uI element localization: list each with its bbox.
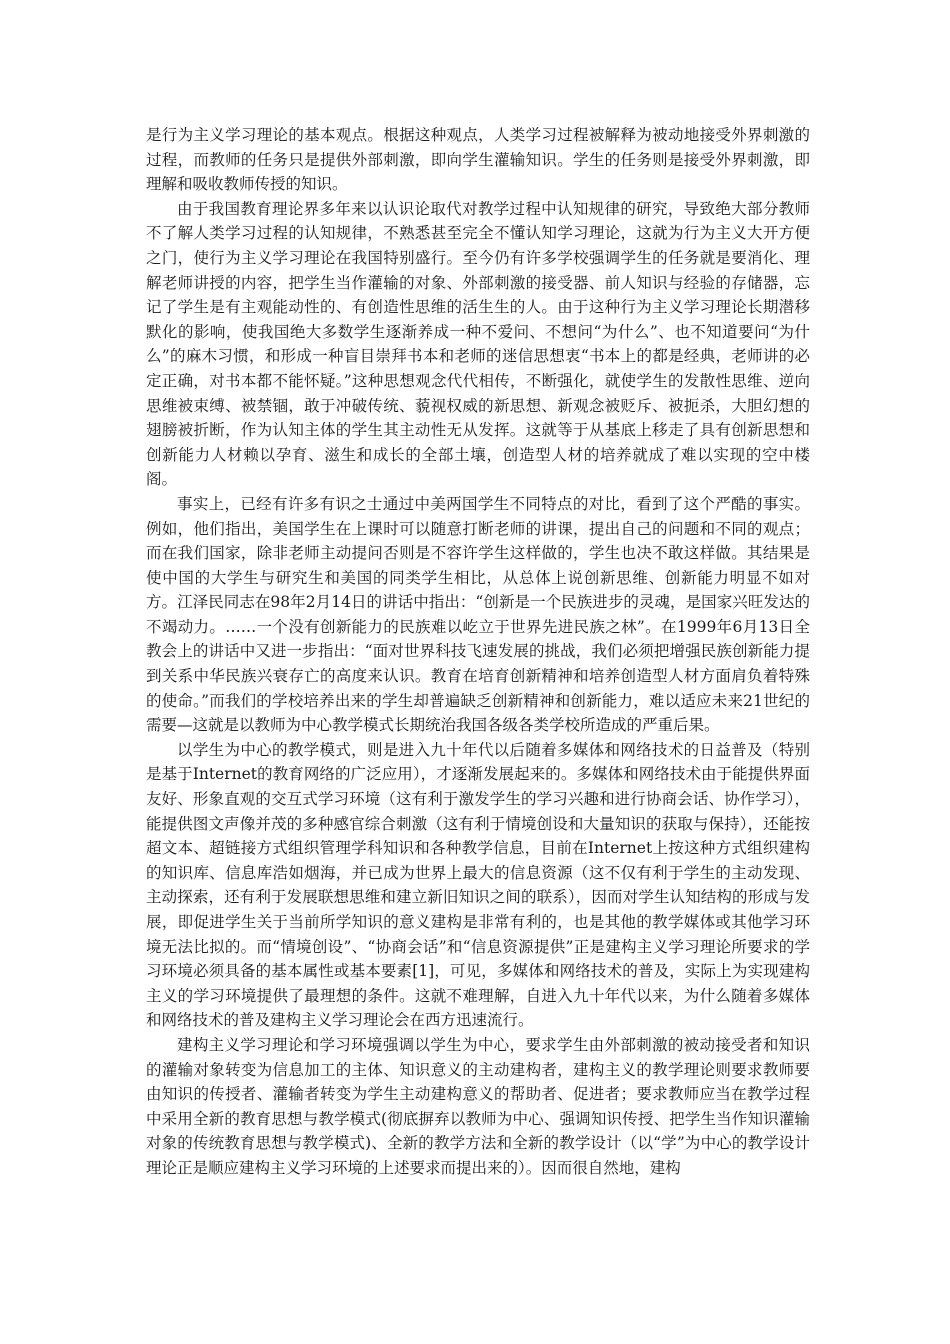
paragraph-2: 由于我国教育理论界多年来以认识论取代对教学过程中认知规律的研究，导致绝大部分教师不了解人类学习过程的认知规律，不熟悉甚至完全不懂认知学习理论，这就为行为主义大开方便之门，使行为主义学习理论在我国特别盛行。至今仍有许多学校强调学生的任务就是要消化、理解老师讲授的内容，把学生当作灌输的对象、外部刺激的接受器、前人知识与经验的存储器，忘记了学生是有主观能动性的、有创造性思维的活生生的人。由于这种行为主义学习理论长期潜移默化的影响，使我国绝大多数学生逐渐养成一种不爱问、不想问“为什么”、也不知道要问“为什么”的麻木习惯，和形成一种盲目崇拜书本和老师的迷信思想衷“书本上的都是经典，老师讲的必定正确，对书本都不能怀疑。”这种思想观念代代相传，不断强化，就使学生的发散性思维、逆向思维被束缚、被禁锢，敢于冲破传统、藐视权威的新思想、新观念被贬斥、被扼杀，大胆幻想的翅膀被折断，作为认知主体的学生其主动性无从发挥。这就等于从基底上移走了具有创新思想和创新能力人材赖以孕育、滋生和成长的全部土壤，创造型人材的培养就成了难以实现的空中楼阁。 [146,199,810,489]
document-body [146,123,810,1181]
paragraph-4: 以学生为中心的教学模式，则是进入九十年代以后随着多媒体和网络技术的日益普及（特别是基于Internet的教育网络的广泛应用），才逐渐发展起来的。多媒体和网络技术由于能提供界面友好、形象直观的交互式学习环境（这有利于激发学生的学习兴趣和进行协商会话、协作学习），能提供图文声像并茂的多种感官综合刺激（这有利于情境创设和大量知识的获取与保持），还能按超文本、超链接方式组织管理学科知识和各种教学信息，目前在Internet上按这种方式组织建构的知识库、信息库浩如烟海，并已成为世界上最大的信息资源（这不仅有利于学生的主动发现、主动探索，还有利于发展联想思维和建立新旧知识之间的联系），因而对学生认知结构的形成与发展，即促进学生关于当前所学知识的意义建构是非常有利的，也是其他的教学媒体或其他学习环境无法比拟的。而“情境创设”、“协商会话”和“信息资源提供”正是建构主义学习理论所要求的学习环境必须具备的基本属性或基本要素[1]，可见，多媒体和网络技术的普及，实际上为实现建构主义的学习环境提供了最理想的条件。这就不难理解，自进入九十年代以来，为什么随着多媒体和网络技术的普及建构主义学习理论会在西方迅速流行。 [146,740,810,1030]
paragraph-5: 建构主义学习理论和学习环境强调以学生为中心，要求学生由外部刺激的被动接受者和知识的灌输对象转变为信息加工的主体、知识意义的主动建构者，建构主义的教学理论则要求教师要由知识的传授者、灌输者转变为学生主动建构意义的帮助者、促进者；要求教师应当在教学过程中采用全新的教育思想与教学模式(彻底摒弃以教师为中心、强调知识传授、把学生当作知识灌输对象的传统教育思想与教学模式)、全新的教学方法和全新的教学设计（以“学”为中心的教学设计理论正是顺应建构主义学习环境的上述要求而提出来的）。因而很自然地，建构 [146,1035,810,1177]
paragraph-3: 事实上，已经有许多有识之士通过中美两国学生不同特点的对比，看到了这个严酷的事实。例如，他们指出，美国学生在上课时可以随意打断老师的讲课，提出自己的问题和不同的观点；而在我们国家，除非老师主动提问否则是不容许学生这样做的，学生也决不敢这样做。其结果是使中国的大学生与研究生和美国的同类学生相比，从总体上说创新思维、创新能力明显不如对方。江泽民同志在98年2月14日的讲话中指出：“创新是一个民族进步的灵魂，是国家兴旺发达的不竭动力。……一个没有创新能力的民族难以屹立于世界先进民族之林”。在1999年6月13日全教会上的讲话中又进一步指出：“面对世界科技飞速发展的挑战，我们必须把增强民族创新能力提到关系中华民族兴衰存亡的高度来认识。教育在培育创新精神和培养创造型人材方面肩负着特殊的使命。”而我们的学校培养出来的学生却普遍缺乏创新精神和创新能力，难以适应未来21世纪的需要—这就是以教师为中心教学模式长期统治我国各级各类学校所造成的严重后果。 [146,494,810,735]
paragraph-1: 是行为主义学习理论的基本观点。根据这种观点，人类学习过程被解释为被动地接受外界刺激的过程，而教师的任务只是提供外部刺激，即向学生灌输知识。学生的任务则是接受外界刺激，即理解和吸收教师传授的知识。 [146,126,810,194]
